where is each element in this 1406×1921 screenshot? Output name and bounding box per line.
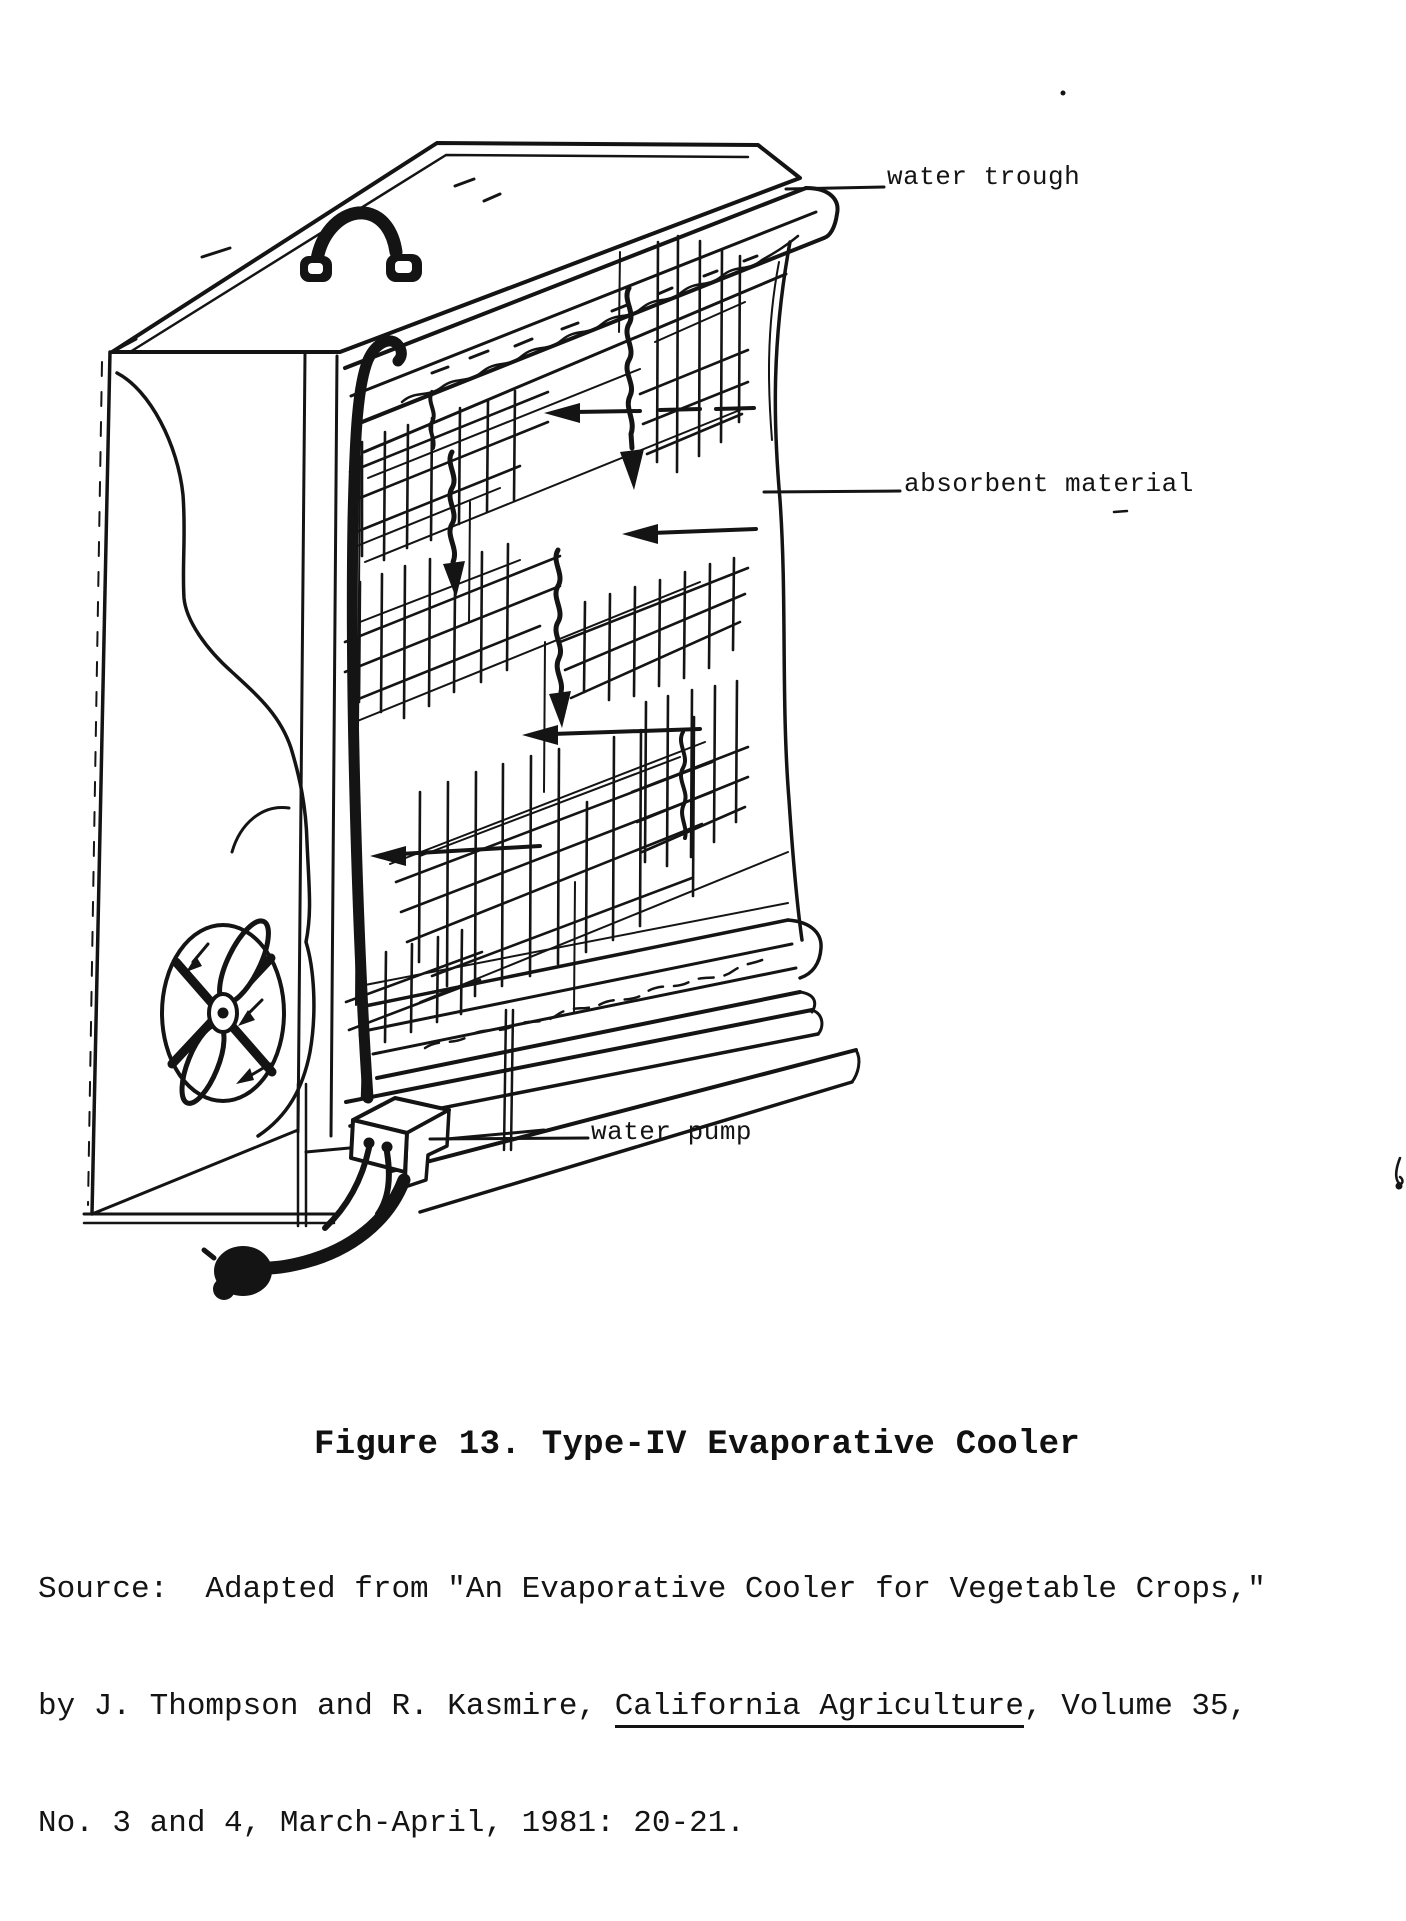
water-trough-label: water trough <box>887 162 1081 192</box>
source-line-2-suffix: , Volume 35, <box>1023 1689 1248 1724</box>
absorbent-material-leader <box>764 491 900 492</box>
source-line-1: Source: Adapted from "An Evaporative Cooler for Vegetable Crops," <box>38 1572 1266 1607</box>
source-line-2-prefix: by J. Thompson and R. Kasmire, <box>38 1689 615 1724</box>
absorbent-material-label: absorbent material <box>904 469 1194 499</box>
journal-title: California Agriculture <box>615 1689 1024 1728</box>
cooler-lid <box>112 143 800 352</box>
water-trough-leader <box>786 187 884 189</box>
scan-specks <box>1061 91 1403 1190</box>
source-line-3: No. 3 and 4, March-April, 1981: 20-21. <box>38 1806 745 1841</box>
water-pump-part <box>351 1098 449 1187</box>
fan <box>162 915 284 1109</box>
source-line-2 <box>38 1687 1266 1726</box>
figure-caption: Figure 13. Type-IV Evaporative Cooler <box>314 1426 1081 1464</box>
absorbent-pad <box>298 236 802 1136</box>
source-citation <box>38 1492 1266 1921</box>
water-pump-label: water pump <box>591 1117 753 1147</box>
water-pump-leader <box>430 1138 588 1139</box>
